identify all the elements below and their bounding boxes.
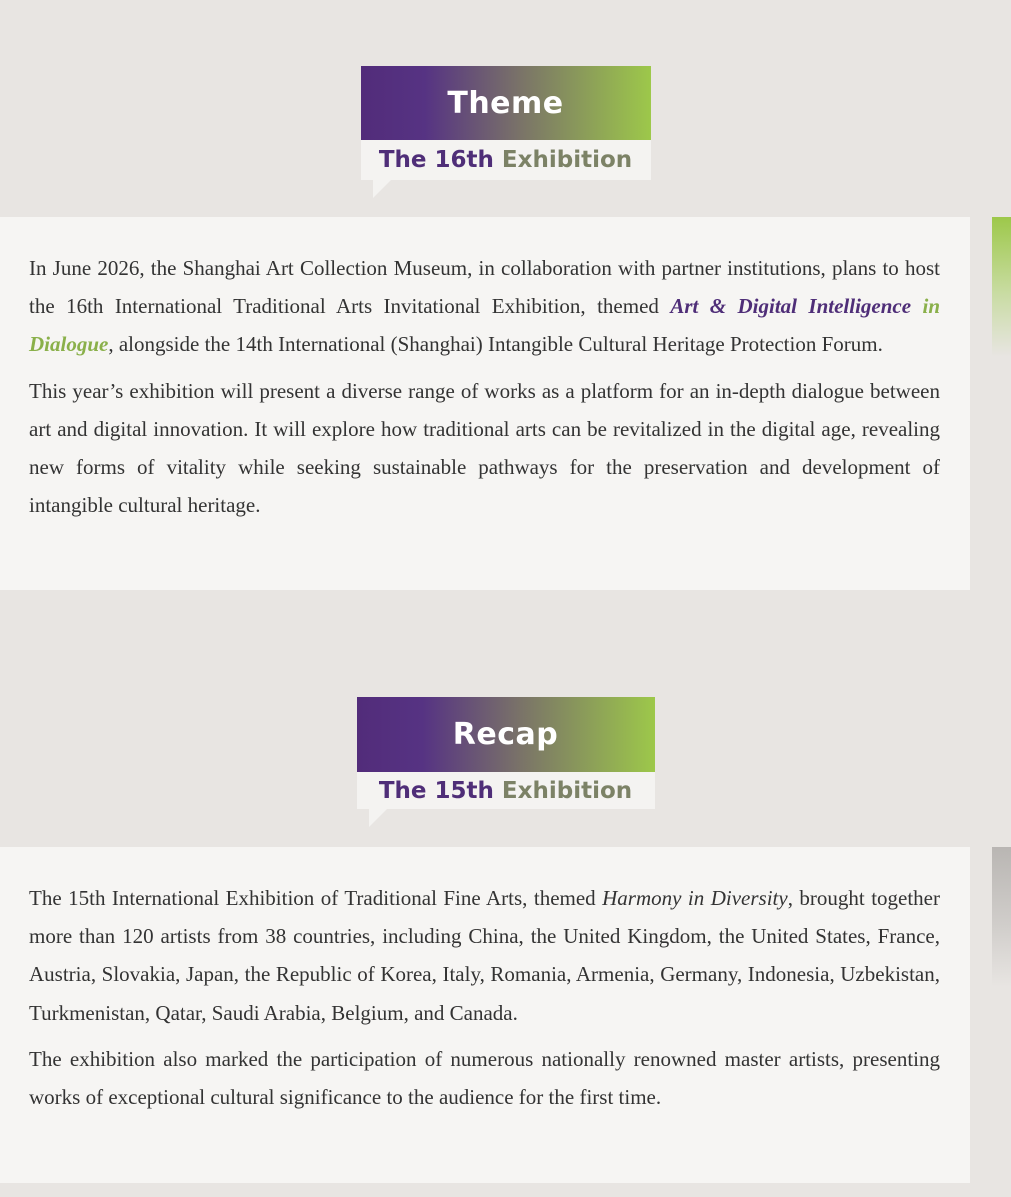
recap-content-card: [0, 847, 970, 1183]
theme-subtitle: [361, 140, 651, 180]
recap-paragraph-1: [29, 879, 940, 1032]
theme-section-header: [0, 66, 1011, 180]
theme-header-box: [361, 66, 651, 180]
theme-header-pointer: [373, 180, 391, 198]
recap-subtitle-edition: The 15th: [378, 777, 494, 804]
recap-paragraph-1-outro: , brought together more than 120 artists from 38 countries, including China, the United Kingdom, the United States, France, Austria, Slovakia, Japan, the Republic of Korea, Italy, Romania, Armenia, Germany, Indonesia, Uzbekistan, Turkmenistan, Qatar, Saudi Arabia, Belgium, and Canada.: [29, 886, 941, 1025]
recap-header-box: [357, 697, 655, 809]
theme-paragraph-1-intro: In June 2026, the Shanghai Art Collection Museum, in collaboration with partner institutions, plans to host the 16th International Traditional Arts Invitational Exhibition, themed: [29, 256, 940, 319]
theme-highlight-dialogue: in Dialogue: [29, 294, 940, 357]
recap-subtitle-exhibition: Exhibition: [501, 777, 633, 804]
theme-paragraph-1-outro: , alongside the 14th International (Shanghai) Intangible Cultural Heritage Protection Forum.: [108, 332, 883, 357]
recap-subtitle: [357, 772, 655, 809]
recap-paragraph-2: The exhibition also marked the participation of numerous nationally renowned master artists, presenting works of exceptional cultural significance to the audience for the first time.: [29, 1046, 940, 1110]
recap-paragraph-1-intro: The 15th International Exhibition of Traditional Fine Arts, themed: [29, 886, 603, 910]
theme-content-card: [0, 217, 970, 590]
theme-subtitle-edition: The 16th: [378, 147, 494, 173]
theme-paragraph-2: This year’s exhibition will present a diverse range of works as a platform for an in-depth dialogue between art and digital innovation. It will explore how traditional arts can be revitalized in the digital age, revealing new forms of vitality while seeking sustainable pathways for the preservation and development of intangible cultural heritage.: [29, 378, 940, 518]
theme-side-accent: [992, 217, 1011, 357]
theme-subtitle-exhibition: Exhibition: [501, 147, 633, 173]
recap-header-pointer: [369, 809, 387, 827]
recap-side-accent: [992, 847, 1011, 987]
theme-highlight-art-digital: Art & Digital Intelligence: [670, 294, 912, 319]
recap-theme-name: Harmony in Diversity: [602, 886, 788, 910]
recap-title: Recap: [357, 697, 655, 772]
theme-title: Theme: [361, 66, 651, 140]
recap-section-header: [0, 697, 1011, 809]
theme-paragraph-1: [29, 249, 940, 364]
